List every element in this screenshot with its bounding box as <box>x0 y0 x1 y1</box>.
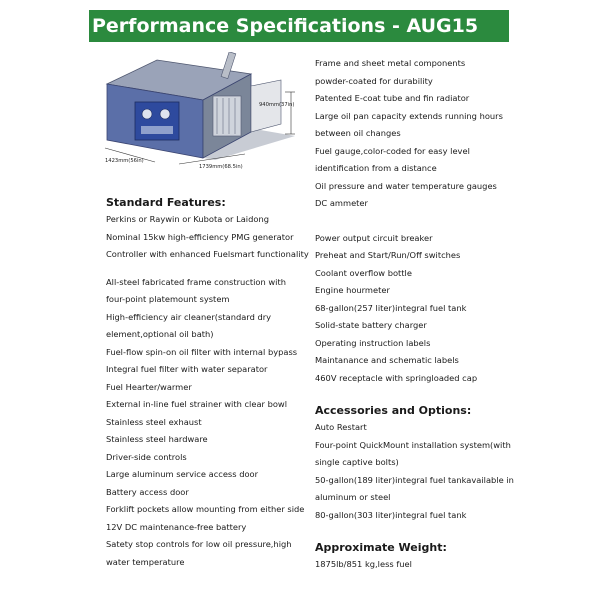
weight-value: 1875lb/851 kg,less fuel <box>315 559 412 569</box>
list-item: All-steel fabricated frame construction with <box>106 276 286 287</box>
list-item: Auto Restart <box>315 422 367 432</box>
list-item: Large oil pan capacity extends running hours <box>315 110 503 121</box>
standard-features-column <box>106 193 309 571</box>
list-item: Battery access door <box>106 486 189 497</box>
weight-heading: Approximate Weight: <box>315 541 447 554</box>
dim-height-label: 940mm(37in) <box>259 102 295 108</box>
page-title: Performance Specifications - AUG15 <box>92 15 479 37</box>
list-item: Stainless steel exhaust <box>106 416 202 427</box>
list-item: Perkins or Raywin or Kubota or Laidong <box>106 214 269 224</box>
list-item: four-point platemount system <box>106 294 230 304</box>
list-item: Integral fuel filter with water separator <box>106 364 268 374</box>
list-item: Frame and sheet metal components <box>315 58 466 68</box>
list-item: Maintanance and schematic labels <box>315 355 459 365</box>
panel-switches <box>141 126 173 134</box>
standard-features-heading: Standard Features: <box>106 196 226 209</box>
dim-width-label: 1739mm(68.5in) <box>199 164 243 170</box>
dim-length-label: 1423mm(56in) <box>105 158 144 164</box>
list-item: Power output circuit breaker <box>315 232 433 243</box>
list-item: Coolant overflow bottle <box>315 267 412 278</box>
list-item: 460V receptacle with springloaded cap <box>315 372 478 383</box>
list-item: Forklift pockets allow mounting from either side <box>106 504 305 514</box>
gauge-icon <box>160 109 170 119</box>
list-item: Fuel-flow spin-on oil filter with internal bypass <box>106 346 298 357</box>
generator-illustration <box>95 52 307 180</box>
list-item: Preheat and Start/Run/Off switches <box>315 250 461 260</box>
control-panel <box>135 102 179 140</box>
list-item: External in-line fuel strainer with clear bowl <box>106 399 288 409</box>
list-item: 80-gallon(303 liter)integral fuel tank <box>315 509 467 520</box>
list-item: Solid-state battery charger <box>315 320 427 330</box>
features-right-column <box>315 55 514 574</box>
list-item: between oil changes <box>315 128 401 138</box>
list-item: Patented E-coat tube and fin radiator <box>315 93 470 103</box>
list-item: Satety stop controls for low oil pressure,high <box>106 539 292 549</box>
list-item: identification from a distance <box>315 163 437 173</box>
list-item: 50-gallon(189 liter)integral fuel tankavailable in <box>315 474 514 485</box>
list-item: Fuel Hearter/warmer <box>106 381 192 392</box>
list-item: powder-coated for durability <box>315 75 433 86</box>
list-item: Nominal 15kw high-efficiency PMG generator <box>106 231 294 242</box>
list-item: 12V DC maintenance-free battery <box>106 521 247 532</box>
list-item: Engine hourmeter <box>315 285 390 295</box>
list-item: aluminum or steel <box>315 492 391 502</box>
list-item: Operating instruction labels <box>315 337 431 348</box>
accessories-heading: Accessories and Options: <box>315 404 472 417</box>
list-item: Driver-side controls <box>106 451 187 462</box>
page-header <box>89 10 509 42</box>
list-item: Large aluminum service access door <box>106 469 259 479</box>
list-item: Oil pressure and water temperature gauges <box>315 180 497 191</box>
list-item: DC ammeter <box>315 198 368 208</box>
list-item: Stainless steel hardware <box>106 434 208 444</box>
list-item: 68-gallon(257 liter)integral fuel tank <box>315 302 467 313</box>
list-item: Four-point QuickMount installation system(with <box>315 439 511 450</box>
list-item: element,optional oil bath) <box>106 329 214 339</box>
list-item: Fuel gauge,color-coded for easy level <box>315 145 470 156</box>
gauge-icon <box>142 109 152 119</box>
list-item: Controller with enhanced Fuelsmart functionality <box>106 249 309 259</box>
list-item: water temperature <box>106 556 185 567</box>
list-item: High-efficiency air cleaner(standard dry <box>106 311 272 322</box>
list-item: single captive bolts) <box>315 457 399 467</box>
